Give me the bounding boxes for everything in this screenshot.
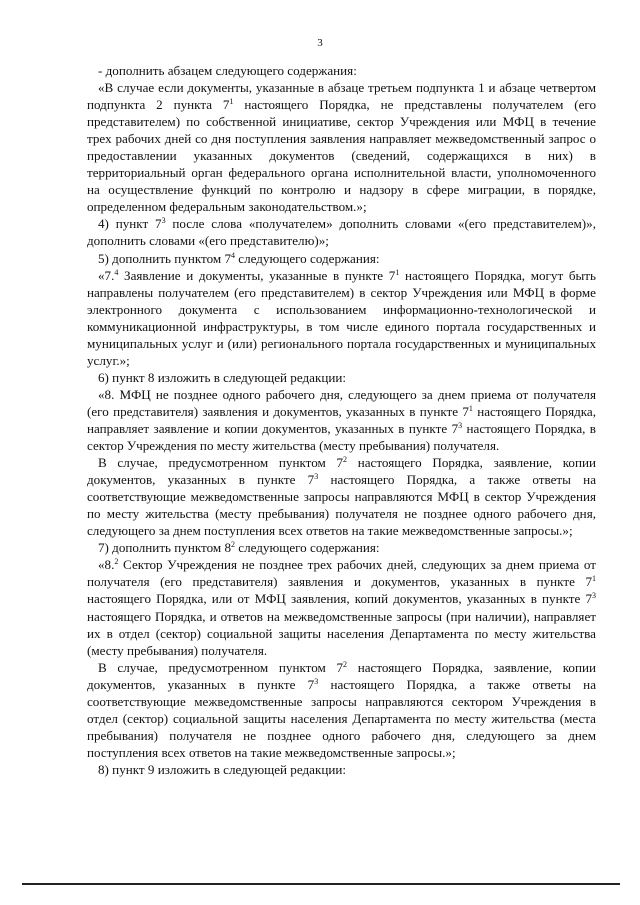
text-run: настоящего Порядка, или от МФЦ заявления, копий документов, указанных в пункте 7 bbox=[87, 591, 592, 607]
document-body bbox=[87, 62, 596, 778]
text-run: 5) дополнить пунктом 7 bbox=[98, 250, 231, 266]
superscript: 4 bbox=[114, 267, 119, 277]
paragraph bbox=[87, 556, 596, 658]
text-run: настоящего Порядка, не представлены получателем (его представителем) по собственной инициативе, сектор Учреждения или МФЦ в течение трех рабочих дней со дня поступления заявления направляет межведомственный запрос о предоставлении указанных документов (сведений, содержащихся в них) в территориальный орган федерального органа исполнительной власти, уполномоченного на осуществление функций по контролю и надзору в сфере миграции, в порядке, определенном федеральным законодательством.»; bbox=[87, 97, 597, 215]
superscript: 1 bbox=[229, 97, 234, 107]
text-run: Заявление и документы, указанные в пункте 7 bbox=[118, 267, 396, 283]
text-run: настоящего Порядка, а также ответы на соответствующие межведомственные запросы направляются МФЦ в сектор Учреждения по месту жительства (месту пребывания) получателя не позднее одного рабочего дня, следующего за днем поступления всех ответов на такие межведомственные запросы.»; bbox=[87, 472, 597, 539]
text-run: настоящего Порядка, направляет заявление и копии документов, указанных в пункте 7 bbox=[87, 403, 597, 436]
paragraph bbox=[87, 79, 596, 215]
paragraph bbox=[87, 761, 596, 778]
paragraph bbox=[87, 539, 596, 556]
superscript: 2 bbox=[343, 455, 348, 465]
text-run: 6) пункт 8 изложить в следующей редакции: bbox=[98, 369, 346, 385]
text-run: настоящего Порядка, могут быть направлены получателем (его представителем) в сектор Учреждения или МФЦ в форме электронного документа с использованием информационно-технологической и коммуникационной инфраструктуры, в том числе единого портала государственных и муниципальных услуг и (или) регионального портала государственных и муниципальных услуг.»; bbox=[87, 267, 597, 368]
text-run: «8. bbox=[98, 557, 115, 573]
superscript: 2 bbox=[343, 659, 348, 669]
text-run: В случае, предусмотренном пунктом 7 bbox=[98, 659, 344, 675]
superscript: 3 bbox=[314, 472, 319, 482]
superscript: 3 bbox=[314, 676, 319, 686]
superscript: 2 bbox=[231, 540, 235, 550]
text-run: после слова «получателем» дополнить словами «(его представителем)», дополнить словами «(его представителю)»; bbox=[87, 216, 596, 249]
text-run: - дополнить абзацем следующего содержания: bbox=[98, 63, 357, 78]
superscript: 3 bbox=[592, 591, 596, 601]
bottom-rule bbox=[22, 883, 620, 885]
paragraph bbox=[87, 659, 596, 761]
text-run: настоящего Порядка, а также ответы на соответствующие межведомственные запросы направляются сектором Учреждения в отдел (сектор) социальной защиты населения Департамента по месту жительства (места пребывания) получателя не позднее одного рабочего дня, следующего за днем поступления всех ответов на такие межведомственные запросы.»; bbox=[87, 676, 597, 760]
superscript: 1 bbox=[468, 403, 473, 413]
superscript: 4 bbox=[231, 250, 235, 260]
text-run: следующего содержания: bbox=[235, 540, 380, 556]
text-run: настоящего Порядка, в сектор Учреждения по месту жительства (месту пребывания) получателя. bbox=[87, 420, 596, 454]
text-run: настоящего Порядка, заявление, копии документов, указанных в пункте 7 bbox=[87, 455, 596, 488]
superscript: 2 bbox=[114, 557, 119, 567]
superscript: 1 bbox=[395, 267, 400, 277]
text-run: настоящего Порядка, заявление, копии документов, указанных в пункте 7 bbox=[87, 659, 596, 692]
superscript: 3 bbox=[458, 420, 463, 430]
text-run: «В случае если документы, указанные в абзаце третьем подпункта 1 и абзаце четвертом подпункта 2 пункта 7 bbox=[87, 80, 596, 113]
text-run: Сектор Учреждения не позднее трех рабочих дней, следующих за днем приема от получателя (его представителя) заявления и документов, указанных в пункте 7 bbox=[87, 557, 596, 590]
text-run: 7) дополнить пунктом 8 bbox=[98, 540, 231, 556]
superscript: 1 bbox=[592, 574, 596, 584]
superscript: 3 bbox=[161, 216, 166, 226]
text-run: 8) пункт 9 изложить в следующей редакции: bbox=[98, 761, 346, 777]
text-run: «7. bbox=[98, 267, 115, 283]
paragraph bbox=[87, 267, 596, 369]
paragraph bbox=[87, 250, 596, 267]
text-run: следующего содержания: bbox=[235, 250, 380, 266]
paragraph bbox=[87, 386, 596, 454]
paragraph bbox=[87, 454, 596, 539]
paragraph bbox=[87, 215, 596, 249]
page-number: 3 bbox=[317, 37, 323, 49]
paragraph bbox=[87, 62, 596, 79]
text-run: 4) пункт 7 bbox=[98, 216, 162, 232]
text-run: В случае, предусмотренном пунктом 7 bbox=[98, 455, 344, 471]
text-run: настоящего Порядка, и ответов на межведомственные запросы (при наличии), направляет их в отдел (сектор) социальной защиты населения Департамента по месту жительства (месту пребывания) получателя. bbox=[87, 608, 596, 658]
text-run: «8. МФЦ не позднее одного рабочего дня, следующего за днем приема от получателя (его представителя) заявления и документов, указанных в пункте 7 bbox=[87, 386, 596, 419]
paragraph bbox=[87, 369, 596, 386]
